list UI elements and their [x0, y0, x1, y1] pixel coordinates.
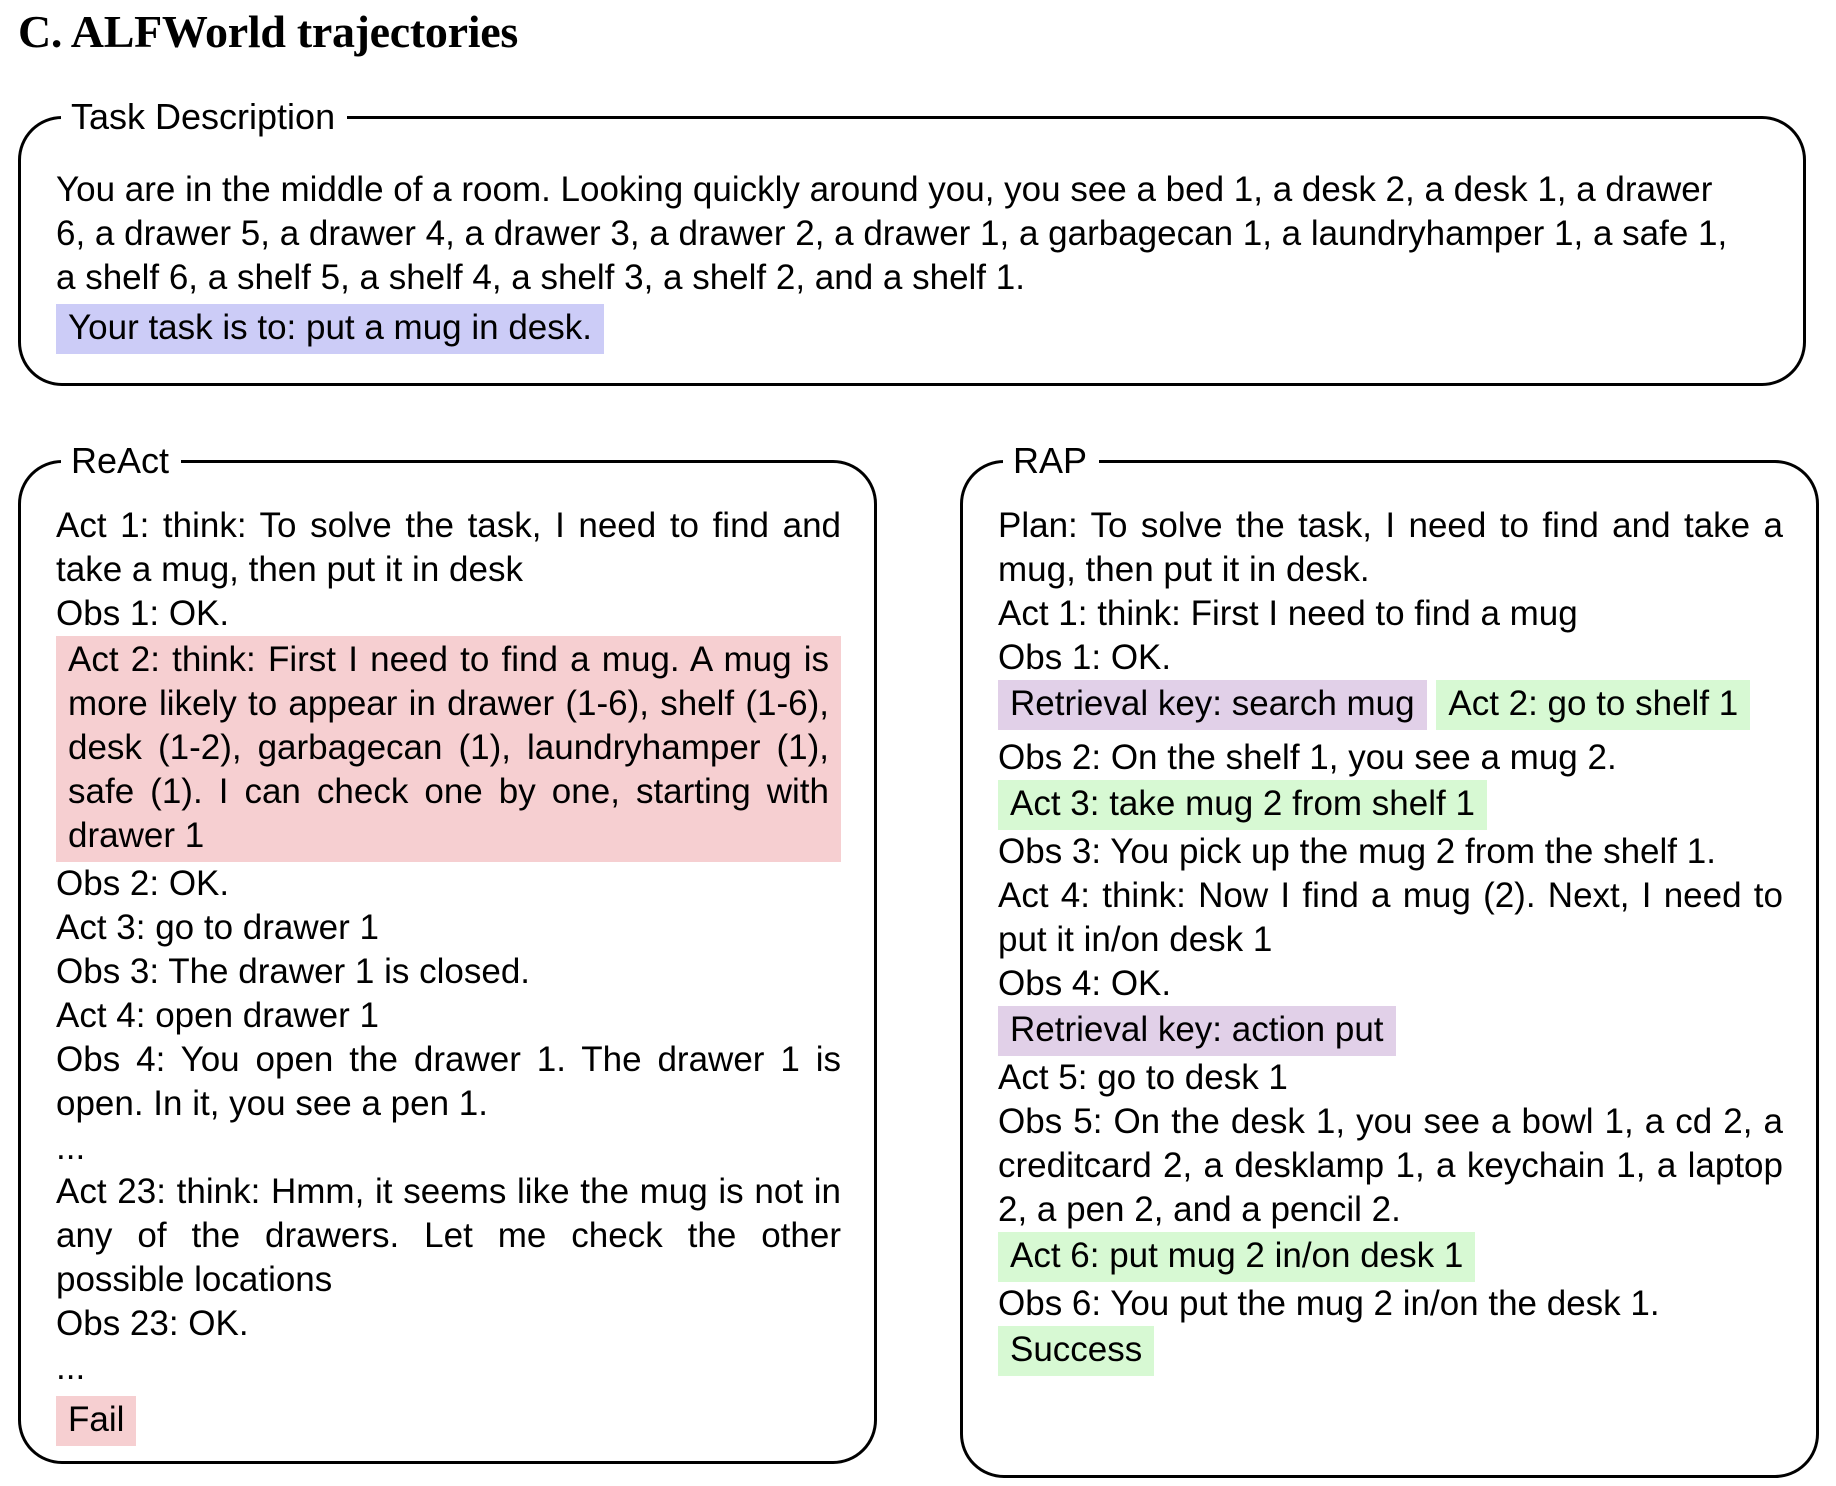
react-act-2-highlight: Act 2: think: First I need to find a mug. A mug is more likely to appear in drawer (1-6), shelf (1-6), desk (1-2), garbagecan (1), laundryhamper (1), safe (1). I can check one by one, starting with drawer 1 — [56, 636, 841, 862]
react-panel — [18, 440, 877, 1464]
rap-success-badge: Success — [998, 1326, 1154, 1376]
react-obs-1: Obs 1: OK. — [56, 594, 230, 633]
section-heading: C. ALFWorld trajectories — [18, 6, 518, 57]
react-act-23: Act 23: think: Hmm, it seems like the mug is not in any of the drawers. Let me check the other possible locations — [56, 1172, 841, 1299]
rap-obs-1: Obs 1: OK. — [998, 638, 1172, 677]
react-act-4: Act 4: open drawer 1 — [56, 996, 379, 1035]
task-description-content — [56, 168, 1781, 354]
rap-legend: RAP — [1003, 437, 1099, 485]
react-fail-badge: Fail — [56, 1396, 136, 1446]
rap-trajectory — [998, 504, 1783, 1376]
react-legend: ReAct — [61, 437, 181, 485]
react-act-3: Act 3: go to drawer 1 — [56, 908, 379, 947]
rap-plan: Plan: To solve the task, I need to find and take a mug, then put it in desk. — [998, 506, 1783, 589]
react-trajectory — [56, 504, 841, 1446]
rap-act-3-highlight: Act 3: take mug 2 from shelf 1 — [998, 780, 1487, 830]
task-description-panel — [18, 96, 1806, 386]
task-description-legend: Task Description — [61, 93, 347, 141]
room-description-line: 6, a drawer 5, a drawer 4, a drawer 3, a drawer 2, a drawer 1, a garbagecan 1, a laundryhamper 1, a safe 1, — [56, 214, 1728, 253]
rap-act-6-highlight: Act 6: put mug 2 in/on desk 1 — [998, 1232, 1475, 1282]
rap-obs-5: Obs 5: On the desk 1, you see a bowl 1, a cd 2, a creditcard 2, a desklamp 1, a keychain 1, a laptop 2, a pen 2, and a pencil 2. — [998, 1102, 1783, 1229]
rap-act-2-highlight: Act 2: go to shelf 1 — [1436, 680, 1750, 730]
rap-obs-3: Obs 3: You pick up the mug 2 from the shelf 1. — [998, 832, 1716, 871]
rap-retrieval-key-2: Retrieval key: action put — [998, 1006, 1396, 1056]
react-obs-23: Obs 23: OK. — [56, 1304, 249, 1343]
rap-act-4: Act 4: think: Now I find a mug (2). Next, I need to put it in/on desk 1 — [998, 876, 1783, 959]
react-act-1: Act 1: think: To solve the task, I need to find and take a mug, then put it in desk — [56, 506, 841, 589]
react-obs-3: Obs 3: The drawer 1 is closed. — [56, 952, 531, 991]
rap-retrieval-key-1: Retrieval key: search mug — [998, 680, 1427, 730]
react-ellipsis: ... — [56, 1348, 86, 1387]
rap-obs-4: Obs 4: OK. — [998, 964, 1172, 1003]
room-description-line: a shelf 6, a shelf 5, a shelf 4, a shelf 3, a shelf 2, and a shelf 1. — [56, 258, 1025, 297]
rap-obs-2: Obs 2: On the shelf 1, you see a mug 2. — [998, 738, 1617, 777]
task-goal-highlight: Your task is to: put a mug in desk. — [56, 304, 604, 354]
room-description-line: You are in the middle of a room. Looking quickly around you, you see a bed 1, a desk 2, a desk 1, a drawer — [56, 170, 1713, 209]
rap-panel — [960, 440, 1819, 1478]
rap-act-1: Act 1: think: First I need to find a mug — [998, 594, 1578, 633]
react-obs-4: Obs 4: You open the drawer 1. The drawer 1 is open. In it, you see a pen 1. — [56, 1040, 841, 1123]
rap-obs-6: Obs 6: You put the mug 2 in/on the desk 1. — [998, 1284, 1660, 1323]
react-obs-2: Obs 2: OK. — [56, 864, 230, 903]
react-ellipsis: ... — [56, 1128, 86, 1167]
rap-act-5: Act 5: go to desk 1 — [998, 1058, 1288, 1097]
